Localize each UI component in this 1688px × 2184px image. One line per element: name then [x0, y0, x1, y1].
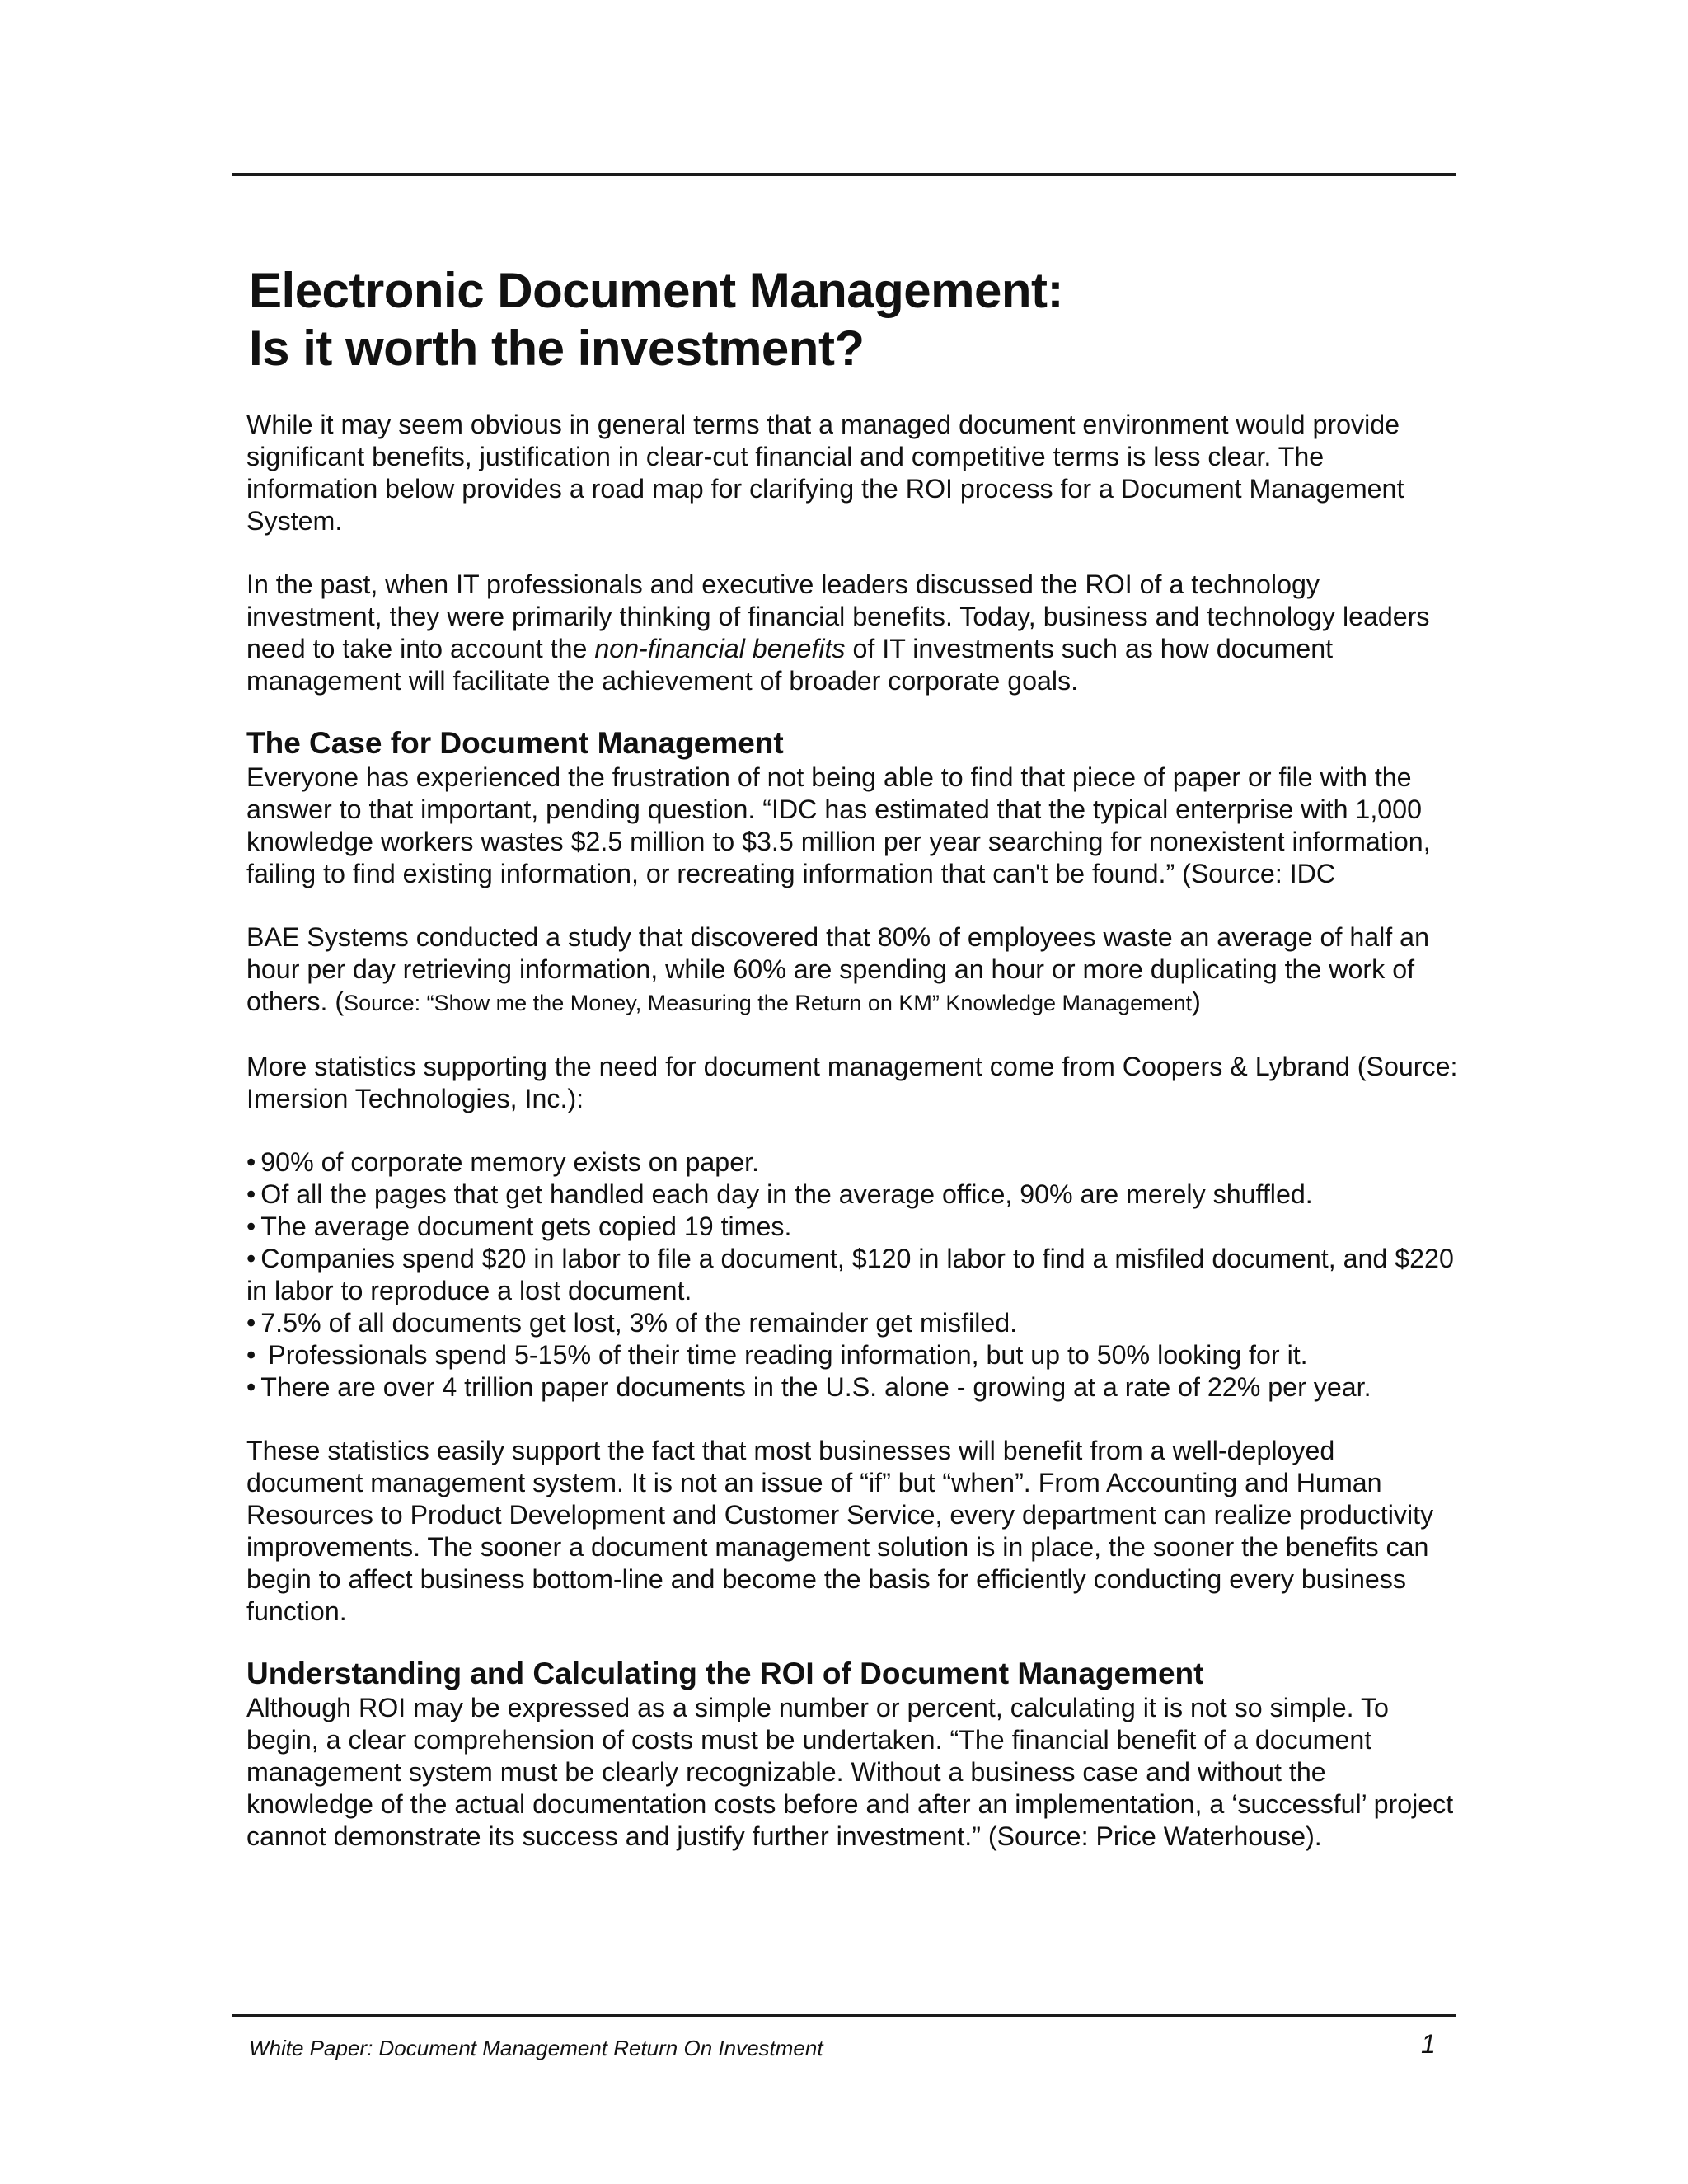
title-line-1: Electronic Document Management:: [249, 263, 1064, 318]
footer-title: White Paper: Document Management Return On Investment: [249, 2036, 823, 2060]
bullet-icon: •: [246, 1308, 256, 1338]
case-paragraph-3: More statistics supporting the need for document management come from Coopers & Lybrand (Source: Imersion Technologies, Inc.):: [246, 1052, 1458, 1113]
case-p2-text: BAE Systems conducted a study that discovered that 80% of employees waste an average of half an hour per day retrieving information, while 60% are spending an hour or more duplicating the work of others. (: [246, 922, 1429, 1016]
bullet-icon: •: [246, 1179, 256, 1209]
case-p2-close: ): [1192, 987, 1201, 1016]
list-item: [246, 1307, 1458, 1339]
bullet-icon: •: [246, 1212, 256, 1241]
list-item: [246, 1179, 1458, 1211]
list-item-text: Professionals spend 5-15% of their time reading information, but up to 50% looking for it.: [260, 1340, 1308, 1370]
list-item-text: 90% of corporate memory exists on paper.: [260, 1147, 759, 1177]
title-line-2: Is it worth the investment?: [249, 321, 865, 376]
list-item: [246, 1371, 1458, 1404]
list-item-text: 7.5% of all documents get lost, 3% of the remainder get misfiled.: [260, 1308, 1018, 1338]
bullet-icon: •: [246, 1147, 256, 1177]
case-heading: The Case for Document Management: [246, 726, 784, 760]
list-item-text: The average document gets copied 19 times.: [260, 1212, 792, 1241]
list-item: [246, 1211, 1458, 1243]
list-item: [246, 1146, 1458, 1179]
list-item-text: There are over 4 trillion paper documents in the U.S. alone - growing at a rate of 22% per year.: [260, 1372, 1372, 1402]
bullet-icon: •: [246, 1244, 256, 1273]
case-paragraph-1: Everyone has experienced the frustration of not being able to find that piece of paper or file with the answer to that important, pending question. “IDC has estimated that the typical enterprise with 1,000 knowledge workers wastes $2.5 million to $3.5 million per year searching for nonexistent information, failing to find existing information, or recreating information that can't be found.” (Source: IDC: [246, 762, 1431, 888]
roi-paragraph-1: Although ROI may be expressed as a simple number or percent, calculating it is not so simple. To begin, a clear comprehension of costs must be undertaken. “The financial benefit of a document management system must be clearly recognizable. Without a business case and without the knowledge of the actual documentation costs before and after an implementation, a ‘successful’ project cannot demonstrate its success and justify further investment.” (Source: Price Waterhouse).: [246, 1693, 1454, 1851]
roi-heading: Understanding and Calculating the ROI of Document Management: [246, 1657, 1204, 1690]
list-item: [246, 1243, 1458, 1307]
header-rule: [232, 173, 1456, 176]
case-paragraph-4: These statistics easily support the fact that most businesses will benefit from a well-deployed document management system. It is not an issue of “if” but “when”. From Accounting and Human Resources to Product Development and Customer Service, every department can realize productivity improvements. The sooner a document management solution is in place, the sooner the benefits can begin to affect business bottom-line and become the basis for efficiently conducting every business function.: [246, 1436, 1434, 1626]
footer-rule: [232, 2014, 1456, 2017]
document-body: [246, 262, 1458, 1853]
intro-p2-emphasis: non-financial benefits: [594, 634, 846, 663]
list-item-text: Of all the pages that get handled each day in the average office, 90% are merely shuffled.: [260, 1179, 1313, 1209]
document-title: [249, 262, 1458, 377]
page-number: 1: [1421, 2029, 1436, 2059]
bullet-icon: •: [246, 1340, 256, 1370]
intro-p2-text-start: In the past, when IT professionals and executive leaders discussed the ROI of a technology investment, they were primarily thinking of financial benefits. Today, business and technology leaders need to take into account the: [246, 569, 1430, 663]
intro-paragraph-1: While it may seem obvious in general terms that a managed document environment would provide significant benefits, justification in clear-cut financial and competitive terms is less clear. The information below provides a road map for clarifying the ROI process for a Document Management System.: [246, 410, 1404, 536]
list-item-text: Companies spend $20 in labor to file a document, $120 in labor to find a misfiled document, and $220 in labor to reproduce a lost document.: [246, 1244, 1454, 1305]
intro-p2-text-end: of IT investments such as how document management will facilitate the achievement of broader corporate goals.: [246, 634, 1334, 696]
statistics-list: [246, 1146, 1458, 1404]
bullet-icon: •: [246, 1372, 256, 1402]
case-p2-source: Source: “Show me the Money, Measuring the Return on KM” Knowledge Management: [344, 991, 1193, 1015]
list-item: [246, 1339, 1458, 1371]
case-paragraph-2: [246, 921, 1458, 1019]
intro-paragraph-2: [246, 569, 1458, 697]
